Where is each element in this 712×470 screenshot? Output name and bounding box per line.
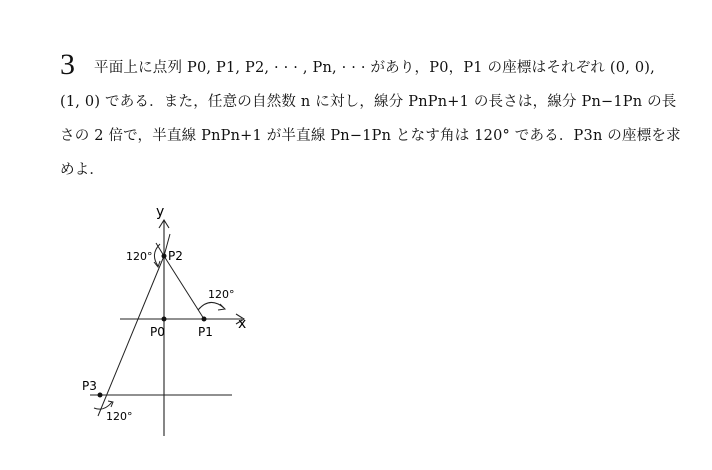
problem-text-line-2: (1, 0) である．また，任意の自然数 n に対し，線分 PnPn+1 の長さは，線分 Pn−1Pn の長 — [60, 94, 677, 110]
problem-number: 3 — [60, 48, 75, 81]
problem-text-line-3: さの 2 倍で，半直線 PnPn+1 が半直線 Pn−1Pn となす角は 120° である．P3n の座標を求 — [60, 128, 681, 144]
point-p3 — [98, 393, 103, 398]
angle-label-p2: 120° — [126, 250, 153, 263]
problem-text-line-1: 平面上に点列 P0, P1, P2, · · · , Pn, · · · があり，P0，P1 の座標はそれぞれ (0, 0), — [94, 60, 655, 76]
angle-label-p1: 120° — [208, 288, 235, 301]
label-p0: P0 — [150, 325, 165, 339]
label-p2: P2 — [168, 249, 183, 263]
label-p1: P1 — [198, 325, 213, 339]
point-p2 — [162, 254, 167, 259]
y-axis-label: y — [156, 204, 165, 220]
x-axis-label: x — [238, 316, 247, 332]
angle-label-p3: 120° — [106, 410, 133, 423]
hand-drawn-figure — [70, 198, 270, 442]
point-p1 — [202, 317, 207, 322]
figure-svg — [70, 198, 270, 438]
problem-text-line-4: めよ． — [60, 162, 105, 178]
angle-arc-p1 — [198, 302, 224, 310]
label-p3: P3 — [82, 379, 97, 393]
point-p0 — [162, 317, 167, 322]
